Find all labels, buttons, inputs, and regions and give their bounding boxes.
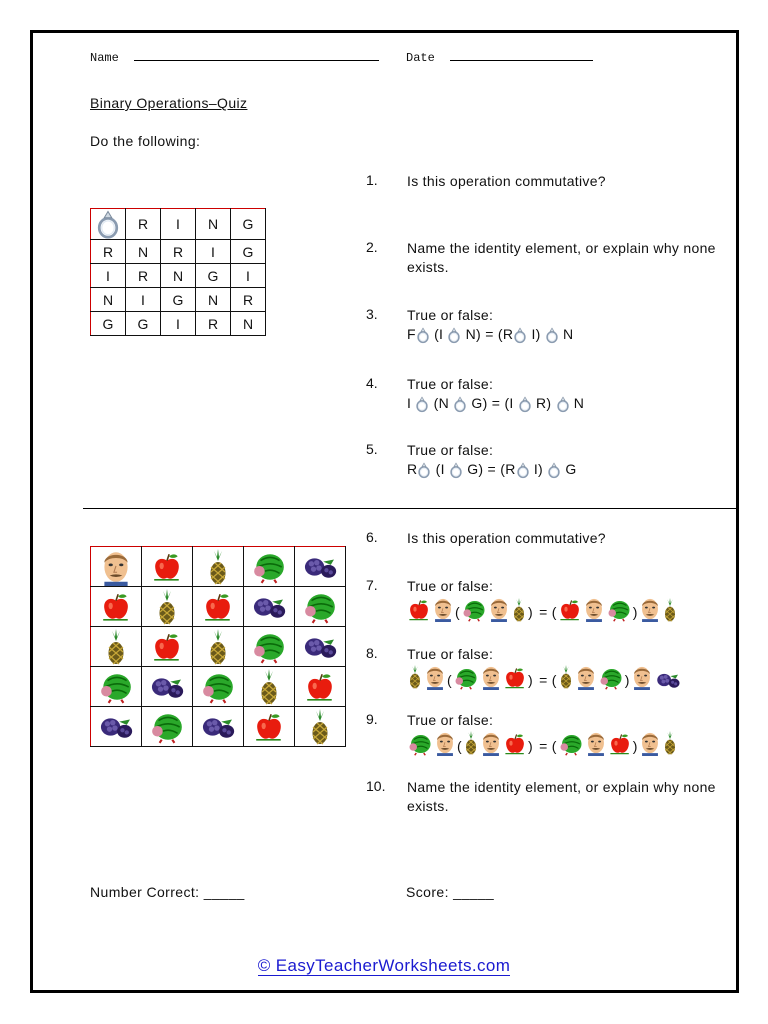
man-face-icon	[585, 730, 607, 756]
apple-icon	[407, 598, 431, 622]
man-face-icon	[99, 548, 133, 586]
ring-icon	[453, 395, 467, 413]
blackberry-icon	[654, 670, 682, 690]
apple-icon	[304, 671, 336, 703]
ring-icon	[447, 326, 461, 344]
question-number: 2.	[366, 239, 378, 255]
question-text: True or false:	[407, 307, 494, 323]
fruit-operation-table	[90, 546, 346, 747]
table-cell	[193, 667, 244, 707]
table-cell: G	[231, 240, 266, 264]
question-text: Name the identity element, or explain why none exists.	[407, 240, 716, 275]
table-cell: R	[161, 240, 196, 264]
table-cell	[295, 667, 346, 707]
table-cell: I	[161, 209, 196, 240]
table-cell: N	[196, 288, 231, 312]
number-correct: Number Correct: _____	[90, 884, 245, 900]
table-cell: I	[161, 312, 196, 336]
blackberry-icon	[301, 553, 339, 581]
blackberry-icon	[301, 633, 339, 661]
watermelon-icon	[453, 666, 479, 690]
ring-icon	[417, 461, 431, 479]
table-cell: I	[231, 264, 266, 288]
pineapple-icon	[407, 664, 423, 690]
table-cell	[91, 547, 142, 587]
man-face-icon	[480, 730, 502, 756]
table-cell	[244, 707, 295, 747]
question-text: Name the identity element, or explain why none exists.	[407, 779, 716, 814]
pineapple-icon	[463, 730, 479, 756]
table-cell: R	[231, 288, 266, 312]
pineapple-icon	[104, 629, 128, 665]
question-3	[407, 306, 727, 344]
instruction: Do the following:	[90, 133, 201, 149]
table-cell: G	[91, 312, 126, 336]
watermelon-icon	[200, 670, 236, 704]
ring-icon	[547, 461, 561, 479]
equation: ( ) = ( )	[407, 664, 682, 690]
date-label: Date	[406, 50, 593, 65]
pineapple-icon	[206, 549, 230, 585]
blackberry-icon	[250, 593, 288, 621]
name-label: Name	[90, 50, 379, 65]
table-cell: N	[196, 209, 231, 240]
blackberry-icon	[199, 713, 237, 741]
apple-icon	[100, 591, 132, 623]
watermelon-icon	[598, 666, 624, 690]
watermelon-icon	[606, 598, 632, 622]
apple-icon	[503, 732, 527, 756]
page-title: Binary Operations–Quiz	[90, 95, 248, 111]
table-cell	[91, 667, 142, 707]
man-face-icon	[480, 664, 502, 690]
apple-icon	[151, 551, 183, 583]
question-number: 5.	[366, 441, 378, 457]
table-cell: N	[91, 288, 126, 312]
date-field[interactable]	[450, 50, 593, 61]
pineapple-icon	[308, 709, 332, 745]
man-face-icon	[583, 596, 605, 622]
equation: R (I G) = (R I) G	[407, 460, 727, 479]
table-cell	[295, 627, 346, 667]
ring-icon	[415, 395, 429, 413]
ring-icon	[516, 461, 530, 479]
man-face-icon	[424, 664, 446, 690]
question-number: 6.	[366, 529, 378, 545]
table-cell: I	[91, 264, 126, 288]
table-cell: G	[161, 288, 196, 312]
question-text: True or false:	[407, 376, 494, 392]
table-cell	[193, 587, 244, 627]
watermelon-icon	[149, 710, 185, 744]
table-cell	[142, 667, 193, 707]
question-text: Is this operation commutative?	[407, 173, 606, 189]
table-cell	[244, 627, 295, 667]
equation: F (I N) = (R I) N	[407, 325, 727, 344]
apple-icon	[558, 598, 582, 622]
apple-icon	[503, 666, 527, 690]
equation: ( ) = ( )	[407, 730, 678, 756]
question-text: True or false:	[407, 646, 494, 662]
name-field[interactable]	[134, 50, 379, 61]
equation: I (N G) = (I R) N	[407, 394, 727, 413]
table-cell: N	[231, 312, 266, 336]
apple-icon	[151, 631, 183, 663]
question-number: 1.	[366, 172, 378, 188]
question-text: True or false:	[407, 712, 494, 728]
question-9	[407, 711, 727, 761]
pineapple-icon	[206, 629, 230, 665]
table-cell	[295, 587, 346, 627]
ring-operation-table	[90, 208, 266, 336]
section-divider	[83, 508, 738, 509]
table-cell	[142, 547, 193, 587]
question-7	[407, 577, 727, 627]
apple-icon	[608, 732, 632, 756]
table-cell	[91, 209, 126, 240]
table-cell: G	[196, 264, 231, 288]
blackberry-icon	[148, 673, 186, 701]
table-cell: N	[126, 240, 161, 264]
pineapple-icon	[558, 664, 574, 690]
ring-icon	[416, 326, 430, 344]
blackberry-icon	[97, 713, 135, 741]
ring-icon	[95, 209, 121, 239]
man-face-icon	[488, 596, 510, 622]
question-number: 9.	[366, 711, 378, 727]
table-cell	[193, 627, 244, 667]
table-cell	[193, 547, 244, 587]
watermelon-icon	[251, 630, 287, 664]
score: Score: _____	[406, 884, 495, 900]
pineapple-icon	[257, 669, 281, 705]
pineapple-icon	[662, 730, 678, 756]
table-cell	[91, 627, 142, 667]
table-cell: R	[126, 209, 161, 240]
question-number: 8.	[366, 645, 378, 661]
watermelon-icon	[461, 598, 487, 622]
question-text: True or false:	[407, 442, 494, 458]
equation: ( ) = ( )	[407, 596, 678, 622]
table-cell: I	[196, 240, 231, 264]
watermelon-icon	[558, 732, 584, 756]
table-cell: R	[126, 264, 161, 288]
pineapple-icon	[662, 598, 678, 622]
table-cell: G	[231, 209, 266, 240]
watermelon-icon	[302, 590, 338, 624]
man-face-icon	[575, 664, 597, 690]
ring-icon	[449, 461, 463, 479]
pineapple-icon	[511, 598, 527, 622]
man-face-icon	[434, 730, 456, 756]
question-number: 7.	[366, 577, 378, 593]
man-face-icon	[432, 596, 454, 622]
table-cell	[244, 547, 295, 587]
table-cell: N	[161, 264, 196, 288]
table-cell	[244, 667, 295, 707]
watermelon-icon	[407, 732, 433, 756]
ring-icon	[518, 395, 532, 413]
table-cell	[91, 707, 142, 747]
ring-icon	[513, 326, 527, 344]
footer-link[interactable]: © EasyTeacherWorksheets.com	[257, 956, 511, 975]
table-cell	[142, 707, 193, 747]
watermelon-icon	[251, 550, 287, 584]
table-cell: G	[126, 312, 161, 336]
question-text: Is this operation commutative?	[407, 530, 606, 546]
question-number: 4.	[366, 375, 378, 391]
table-cell	[295, 547, 346, 587]
table-cell	[142, 587, 193, 627]
question-4	[407, 375, 727, 413]
question-8	[407, 645, 727, 695]
table-cell: R	[91, 240, 126, 264]
table-cell	[91, 587, 142, 627]
man-face-icon	[639, 596, 661, 622]
table-cell	[244, 587, 295, 627]
ring-icon	[556, 395, 570, 413]
apple-icon	[253, 711, 285, 743]
table-cell: I	[126, 288, 161, 312]
table-cell: R	[196, 312, 231, 336]
table-cell	[295, 707, 346, 747]
man-face-icon	[631, 664, 653, 690]
table-cell	[142, 627, 193, 667]
ring-icon	[545, 326, 559, 344]
question-number: 3.	[366, 306, 378, 322]
pineapple-icon	[155, 589, 179, 625]
man-face-icon	[639, 730, 661, 756]
apple-icon	[202, 591, 234, 623]
watermelon-icon	[98, 670, 134, 704]
table-cell	[193, 707, 244, 747]
question-number: 10.	[366, 778, 386, 794]
question-text: True or false:	[407, 578, 494, 594]
question-5	[407, 441, 727, 479]
